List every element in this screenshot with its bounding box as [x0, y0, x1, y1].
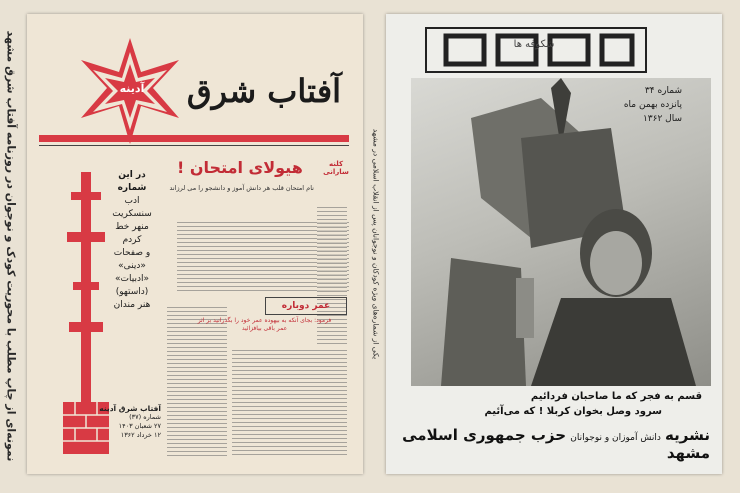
toc-item: «ادبیات»: [115, 274, 149, 284]
publisher-line: [400, 426, 710, 462]
article-column: [232, 347, 347, 457]
toc-title: در این شماره: [117, 170, 147, 193]
toc-item: و صفحات: [113, 248, 151, 258]
issue-info-line: ۲۷ شعبان ۱۴۰۳: [118, 422, 161, 430]
issue-info-title: آفتاب شرق آدینه: [99, 404, 161, 413]
masthead-thin-rule: [39, 145, 349, 146]
table-of-contents: [104, 169, 160, 312]
toc-item: کردم: [122, 235, 142, 245]
toc-item: «دینی»: [118, 261, 146, 271]
headline: هیولای امتحان !: [177, 158, 303, 177]
slogan-line: قسم به فجر که ما صاحبان فردائیم: [530, 391, 702, 402]
corner-tag: کلنه سارانی: [323, 160, 349, 176]
issue-year: سال ۱۳۶۲: [642, 114, 682, 124]
masthead-red-rule: [39, 135, 349, 142]
box-quote: فرمود: بجای آنکه به بیهوده عمر خود را بگذرانید بر اثر عمر باقی بیافزائید: [197, 317, 332, 332]
publisher-prefix: نشریه: [665, 426, 710, 444]
magazine-cover-shekoofeha: [386, 14, 722, 474]
publisher-party: حزب جمهوری اسلامی مشهد: [402, 426, 710, 462]
issue-number: شماره ۳۴: [644, 86, 682, 96]
publisher-audience: دانش آموزان و نوجوانان: [570, 433, 661, 443]
newspaper-page-aftab-shargh: [27, 14, 363, 474]
toc-item: هنر مندان: [113, 300, 151, 310]
box-title: عمر دوباره: [265, 297, 347, 315]
toc-item: ادب: [124, 196, 140, 206]
cover-slogan: [412, 389, 702, 419]
issue-info: [53, 404, 161, 440]
slogan-line: سرود وصل بخوان کربلا ! که می‌آئیم: [484, 406, 662, 417]
issue-block: [624, 84, 682, 126]
right-caption: یکی از شماره‌های ویژه کودکان و نوجوانان پس از انقلاب اسلامی در مشهد: [371, 128, 381, 360]
issue-info-line: ۱۲ خرداد ۱۳۶۲: [120, 431, 161, 439]
issue-info-line: شماره (۳۷): [129, 413, 161, 421]
toc-item: منهر خط: [115, 222, 149, 232]
star-label: آدینه: [119, 82, 145, 95]
subheadline: نام امتحان قلب هر دانش آموز و دانشجو را می لرزاند: [169, 184, 314, 192]
side-caption: نمونه‌ای از چاپ مطلب با محوریت کودک و نوجوان در روزنامه آفتاب شرق مشهد: [4, 30, 18, 462]
masthead-title: آفتاب شرق: [186, 72, 341, 110]
toc-item: سنسکریت: [112, 209, 152, 219]
toc-item: (داستهو): [115, 287, 149, 297]
issue-date: پانزده بهمن ماه: [623, 100, 682, 110]
logo-text: شکوفه ها: [513, 39, 555, 50]
shekoofeha-logo: [416, 22, 656, 78]
